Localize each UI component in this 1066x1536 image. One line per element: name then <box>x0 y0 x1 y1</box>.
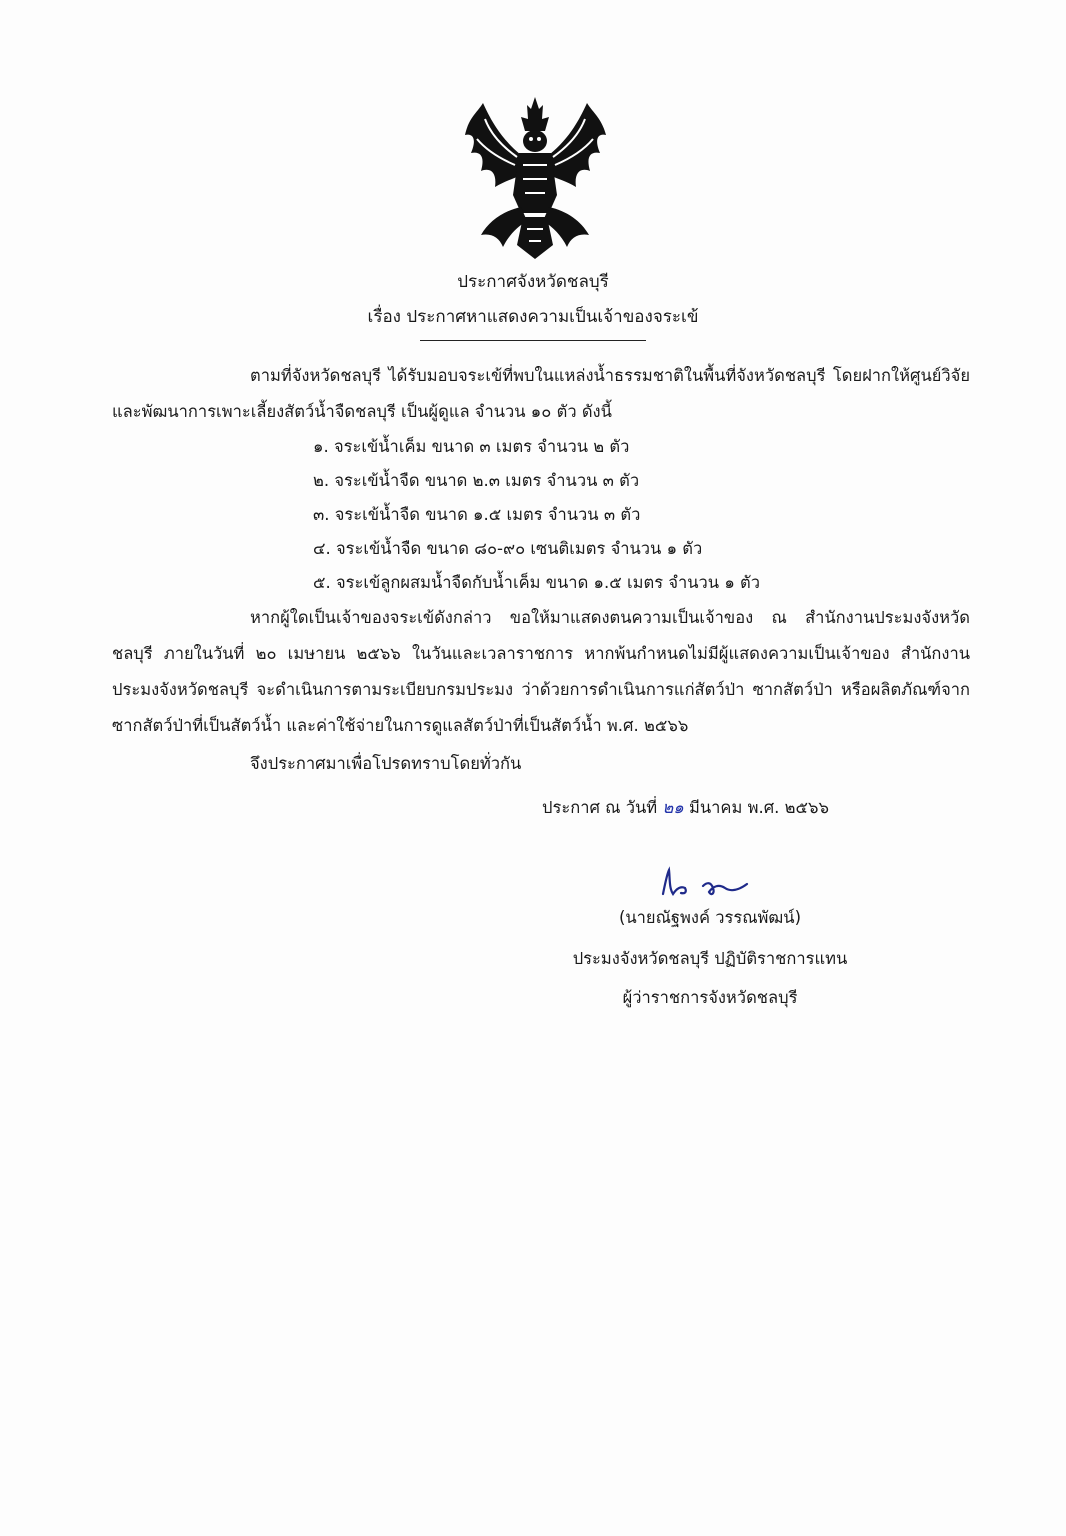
date-suffix: มีนาคม พ.ศ. ๒๕๖๖ <box>683 798 829 817</box>
closing-line: จึงประกาศมาเพื่อโปรดทราบโดยทั่วกัน <box>250 754 522 773</box>
document-title: ประกาศจังหวัดชลบุรี <box>457 272 609 292</box>
signer-name: (นายณัฐพงค์ วรรณพัฒน์) <box>618 908 802 927</box>
announcement-date <box>542 795 829 821</box>
owner-notice-paragraph: หากผู้ใดเป็นเจ้าของจระเข้ดังกล่าว ขอให้มาแสดงตนความเป็นเจ้าของ ณ สำนักงานประมงจังหวัดชลบุรี ภายในวันที่ ๒๐ เมษายน ๒๕๖๖ ในวันและเวลาราชการ หากพ้นกำหนดไม่มีผู้แสดงความเป็นเจ้าของ สำนักงานประมงจังหวัดชลบุรี จะดำเนินการตามระเบียบกรมประมง ว่าด้วยการดำเนินการแก่สัตว์ป่า ซากสัตว์ป่า หรือผลิตภัณฑ์จากซากสัตว์ป่าที่เป็นสัตว์น้ำ และค่าใช้จ่ายในการดูแลสัตว์ป่าที่เป็นสัตว์น้ำ พ.ศ. ๒๕๖๖ <box>112 608 970 735</box>
list-item: ๕. จระเข้ลูกผสมน้ำจืดกับน้ำเค็ม ขนาด ๑.๕ เมตร จำนวน ๑ ตัว <box>313 573 761 592</box>
list-item: ๓. จระเข้น้ำจืด ขนาด ๑.๕ เมตร จำนวน ๓ ตัว <box>313 505 641 524</box>
document-subject: เรื่อง ประกาศหาแสดงความเป็นเจ้าของจระเข้ <box>367 307 699 327</box>
intro-paragraph: ตามที่จังหวัดชลบุรี ได้รับมอบจระเข้ที่พบในแหล่งน้ำธรรมชาติในพื้นที่จังหวัดชลบุรี โดยฝากให้ศูนย์วิจัยและพัฒนาการเพาะเลี้ยงสัตว์น้ำจืดชลบุรี เป็นผู้ดูแล จำนวน ๑๐ ตัว ดังนี้ <box>112 366 970 421</box>
garuda-emblem-icon <box>463 95 608 260</box>
list-item: ๔. จระเข้น้ำจืด ขนาด ๘๐-๙๐ เซนติเมตร จำนวน ๑ ตัว <box>313 539 703 558</box>
list-item: ๒. จระเข้น้ำจืด ขนาด ๒.๓ เมตร จำนวน ๓ ตัว <box>313 471 640 490</box>
signer-position: ประมงจังหวัดชลบุรี ปฏิบัติราชการแทน <box>572 949 848 968</box>
date-day-handwritten: ๒๑ <box>662 798 684 817</box>
list-item: ๑. จระเข้น้ำเค็ม ขนาด ๓ เมตร จำนวน ๒ ตัว <box>313 437 630 456</box>
crocodile-list <box>313 430 760 600</box>
title-underline <box>420 340 646 341</box>
handwritten-signature-icon <box>655 864 755 904</box>
signer-authority: ผู้ว่าราชการจังหวัดชลบุรี <box>622 988 798 1007</box>
date-prefix: ประกาศ ณ วันที่ <box>542 798 663 817</box>
